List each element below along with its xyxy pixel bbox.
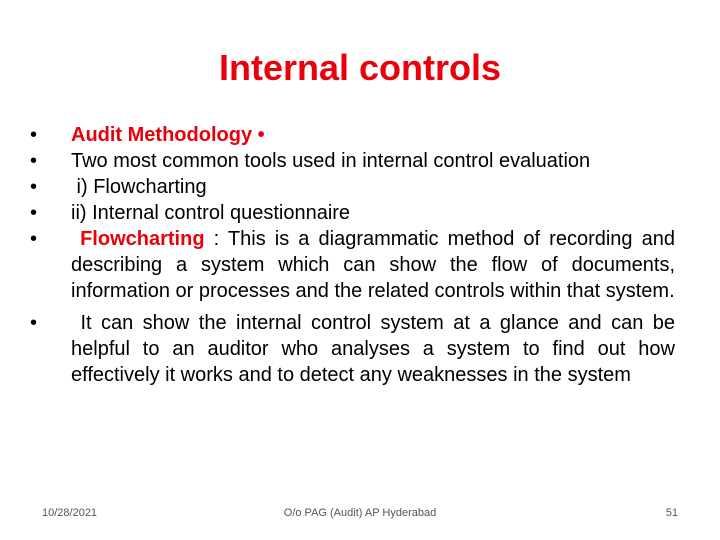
bullet-dot-icon: •: [30, 150, 38, 172]
footer: [0, 507, 720, 523]
bullet-text: i) Flowcharting: [71, 176, 207, 198]
bullet-audit-methodology: [30, 122, 675, 148]
bullet-text: It can show the internal control system at a glance and can be helpful to an auditor who analyses a system to find out how effectively it works and to detect any weaknesses in the system: [71, 312, 675, 386]
page-number: 51: [665, 507, 678, 519]
bullet-term: Flowcharting: [80, 228, 205, 250]
bullet-text: Two most common tools used in internal control evaluation: [71, 150, 591, 172]
bullet-dot-icon: •: [30, 228, 38, 250]
bullet-flowcharting: [30, 174, 675, 200]
bullet-dot-icon: •: [30, 202, 38, 224]
bullet-dot-icon: •: [30, 124, 38, 146]
bullet-text: Audit Methodology •: [71, 124, 265, 146]
bullet-list: [30, 122, 675, 388]
bullet-text: ii) Internal control questionnaire: [71, 202, 351, 224]
bullet-glance: [30, 310, 675, 388]
bullet-dot-icon: •: [30, 312, 38, 334]
slide-title: Internal controls: [218, 47, 502, 88]
bullet-questionnaire: [30, 200, 675, 226]
bullet-common-tools: [30, 148, 675, 174]
footer-organization: O/o PAG (Audit) AP Hyderabad: [283, 507, 437, 519]
bullet-dot-icon: •: [30, 176, 38, 198]
bullet-flowcharting-definition: [30, 226, 675, 304]
bullet-text: : This is a diagrammatic method of recording and describing a system which can show the flow of documents, information or processes and the related controls within that system.: [71, 228, 676, 302]
footer-date: 10/28/2021: [42, 507, 98, 519]
